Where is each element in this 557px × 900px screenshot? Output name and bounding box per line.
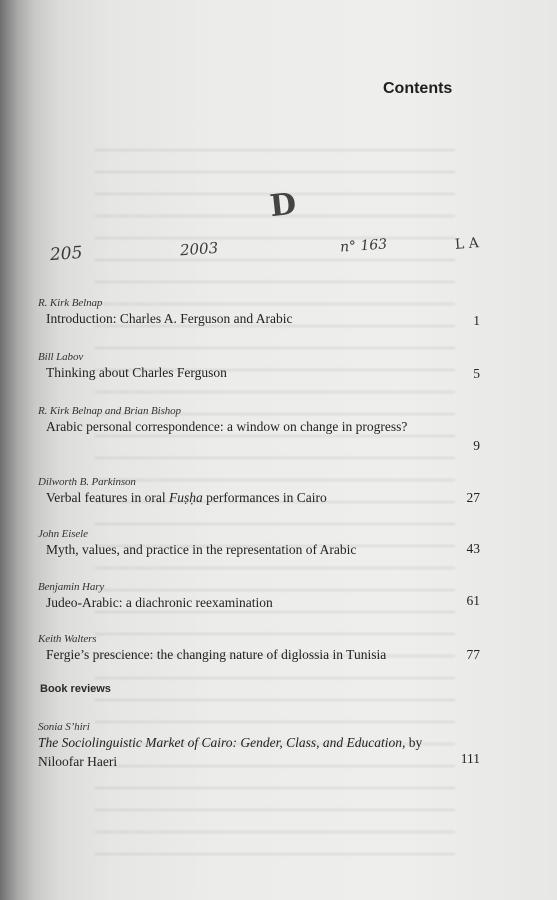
- review-entry: [38, 721, 478, 771]
- section-heading: Book reviews: [40, 683, 111, 695]
- entry-page-number: 77: [466, 647, 480, 662]
- handwritten-mark: D: [268, 186, 298, 225]
- entry-author: Dilworth B. Parkinson: [38, 476, 136, 488]
- entry-title: Introduction: Charles A. Ferguson and Arabic: [46, 311, 293, 326]
- entry-page-number: 1: [473, 313, 480, 328]
- entry-author: Benjamin Hary: [38, 581, 105, 593]
- review-title: [38, 733, 438, 771]
- review-author: Sonia S’hiri: [38, 721, 90, 733]
- entry-page-number: 61: [466, 593, 480, 608]
- entry-page-number: 5: [473, 366, 480, 381]
- entry-page-number: 27: [466, 490, 480, 505]
- toc-entry: [38, 476, 478, 507]
- entry-title-part: performances in Cairo: [202, 490, 327, 505]
- toc-entry: [38, 581, 478, 612]
- entry-title: Thinking about Charles Ferguson: [46, 365, 227, 380]
- entry-page-number: 9: [473, 438, 480, 453]
- entry-title: Myth, values, and practice in the representation of Arabic: [46, 542, 357, 557]
- handwritten-note: n° 163: [339, 236, 388, 256]
- entry-title: Fergie’s prescience: the changing nature of diglossia in Tunisia: [46, 647, 387, 662]
- entry-title-part: Verbal features in oral: [46, 490, 169, 505]
- entry-title: Judeo-Arabic: a diachronic reexamination: [46, 595, 273, 610]
- entry-author: John Eisele: [38, 528, 88, 540]
- entry-page-number: 43: [466, 541, 480, 556]
- page-title: Contents: [383, 80, 453, 97]
- entry-title: [46, 488, 416, 507]
- entry-author: R. Kirk Belnap and Brian Bishop: [38, 405, 181, 417]
- toc-entry: [38, 405, 478, 436]
- entry-title: Arabic personal correspondence: a window on change in progress?: [46, 419, 408, 434]
- review-title-part: by Niloofar Haeri: [38, 735, 423, 769]
- handwritten-note: 205: [49, 242, 84, 266]
- toc-entry: [38, 297, 478, 328]
- entry-title-italic: Fuṣḥa: [168, 490, 203, 505]
- toc-entry: [38, 351, 478, 382]
- handwritten-note: L A: [454, 235, 480, 253]
- entry-author: R. Kirk Belnap: [38, 297, 103, 309]
- handwritten-note: 2003: [179, 238, 219, 260]
- toc-entry: [38, 528, 478, 559]
- review-title-italic: The Sociolinguistic Market of Cairo: Gender, Class, and Education,: [38, 735, 406, 750]
- toc-entry: [38, 633, 478, 664]
- entry-author: Keith Walters: [38, 633, 97, 645]
- entry-author: Bill Labov: [38, 351, 84, 363]
- review-page-number: 111: [460, 751, 480, 766]
